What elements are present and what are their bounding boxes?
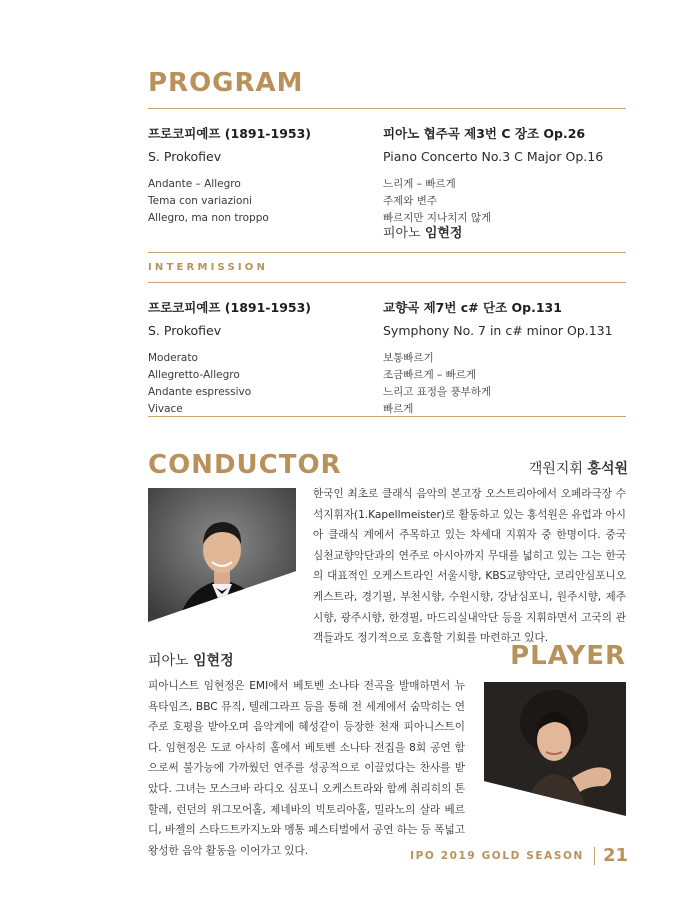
- part1-movement: Tema con variazioni: [148, 195, 253, 207]
- part2-movement-ko: 느리고 표정을 풍부하게: [383, 386, 492, 398]
- page-number: 21: [602, 845, 628, 866]
- part1-composer-en: S. Prokofiev: [148, 149, 222, 164]
- part1-soloist: [383, 222, 463, 241]
- conductor-photo: [148, 488, 296, 622]
- conductor-portrait-image: [148, 488, 296, 622]
- player-portrait-image: [484, 682, 626, 816]
- player-bio: 피아니스트 임현정은 EMI에서 베토벤 소나타 전곡을 발매하면서 뉴욕타임즈, BBC 뮤직, 텔레그라프 등을 통해 전 세계에서 숨막히는 연주로 호평을 받아오며 음악계에 혜성같이 등장한 천재 피아니스트이다. 임현정은 도쿄 아사히 홀에서 베토벤 소나타 전집을 8회 공연 함으로써 불가능에 가까웠던 연주를 성공적으로 이끌었다는 찬사를 받았다. 그녀는 모스크바 라디오 심포니 오케스트라와 함께 취리히의 톤할레, 런던의 위그모어홀, 제네바의 빅토리아홀, 밀라노의 살라 베르디, 바젤의 스타드트카지노와 멩통 페스티벌에서 공연 하는 등 폭넓고 왕성한 음악 활동을 이어가고 있다.: [148, 680, 465, 857]
- part1-movement-ko: 주제와 변주: [383, 195, 438, 207]
- part2-title-ko: 교향곡 제7번 c# 단조 Op.131: [383, 300, 562, 315]
- conductor-bio: 한국인 최초로 클래식 음악의 본고장 오스트리아에서 오페라극장 수석지휘자(1.Kapellmeister)로 활동하고 있는 홍석원은 유럽과 아시아 클래식 계에서 주목하고 있는 차세대 지휘자 중 한명이다. 중국 심천교향악단과의 연주로 아시아까지 무대를 넓히고 있는 그는 한국의 대표적인 오케스트라인 서울시향, KBS교향악단, 코리안심포니오케스트라, 경기필, 부천시향, 수원시향, 강남심포니, 원주시향, 제주시향, 광주시향, 한경필, 마드리실내악단 등을 지휘하면서 고국의 관객들과도 정기적으로 호흡할 기회를 마련하고 있다.: [313, 488, 626, 645]
- part2-movement-ko: 빠르게: [383, 403, 414, 415]
- part1-movement: Andante – Allegro: [148, 178, 241, 190]
- part2-movement: Moderato: [148, 352, 198, 364]
- intermission-bottom-rule: [148, 282, 626, 283]
- part1-right-column: [383, 124, 628, 227]
- footer-season: IPO 2019 GOLD SEASON: [410, 849, 584, 862]
- program-bottom-rule: [148, 416, 626, 417]
- soloist-instrument: 피아노: [383, 226, 425, 241]
- part2-movement: Andante espressivo: [148, 386, 252, 398]
- intermission-top-rule: [148, 252, 626, 253]
- part1-left-column: [148, 124, 388, 227]
- part1-movement-ko: 느리게 – 빠르게: [383, 178, 456, 190]
- part2-composer-ko: 프로코피예프 (1891-1953): [148, 300, 311, 315]
- conductor-heading: CONDUCTOR: [148, 450, 342, 480]
- part2-movement: Allegretto-Allegro: [148, 369, 240, 381]
- part2-left-column: [148, 298, 388, 418]
- part2-right-column: [383, 298, 628, 418]
- player-name: 임현정: [193, 653, 234, 669]
- conductor-name: 홍석원: [587, 461, 628, 477]
- intermission-label: INTERMISSION: [148, 262, 269, 273]
- part1-composer-ko: 프로코피예프 (1891-1953): [148, 126, 311, 141]
- page-footer: [410, 845, 628, 866]
- part1-title-ko: 피아노 협주곡 제3번 C 장조 Op.26: [383, 126, 586, 141]
- footer-divider: [594, 847, 595, 865]
- soloist-name: 임현정: [424, 226, 463, 241]
- part1-movement: Allegro, ma non troppo: [148, 212, 269, 224]
- program-top-rule: [148, 108, 626, 109]
- part2-movement: Vivace: [148, 403, 183, 415]
- player-role: 피아노: [148, 653, 194, 669]
- part2-movement-ko: 조금빠르게 – 빠르게: [383, 369, 477, 381]
- program-heading: PROGRAM: [148, 68, 304, 98]
- conductor-role: 객원지휘: [528, 461, 588, 477]
- part1-title-en: Piano Concerto No.3 C Major Op.16: [383, 149, 604, 164]
- part2-title-en: Symphony No. 7 in c# minor Op.131: [383, 323, 613, 338]
- part1-movement-ko: 빠르지만 지나치지 않게: [383, 212, 492, 224]
- conductor-name-line: [529, 458, 628, 478]
- player-name-line: [148, 650, 234, 670]
- player-heading: PLAYER: [510, 641, 626, 671]
- part2-composer-en: S. Prokofiev: [148, 323, 222, 338]
- player-photo: [484, 682, 626, 816]
- part2-movement-ko: 보통빠르기: [383, 352, 434, 364]
